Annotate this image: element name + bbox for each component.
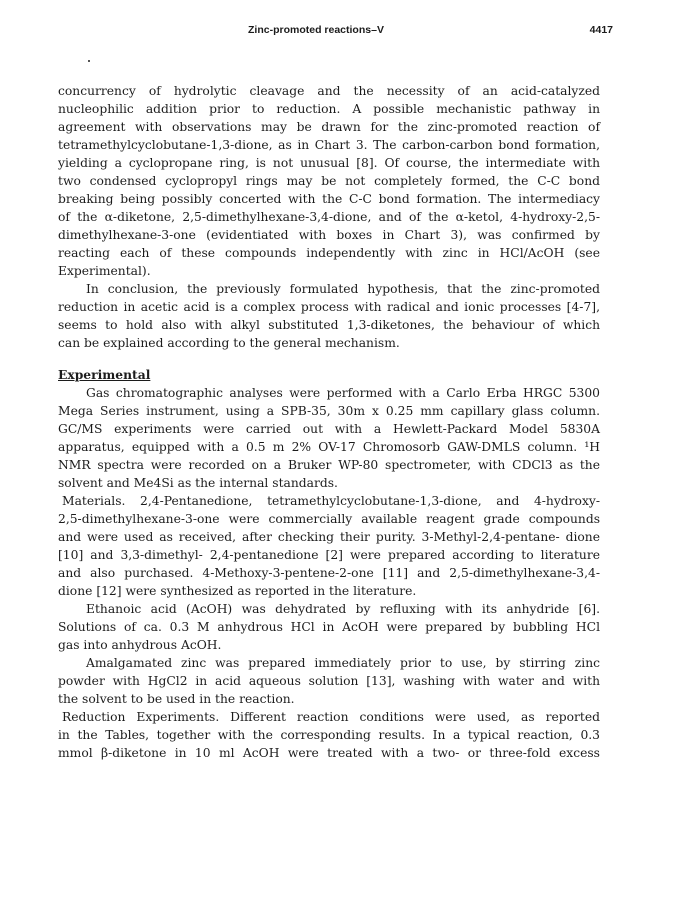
text-line: Solutions of ca. 0.3 M anhydrous HCl in AcOH were prepared by bubbling HCl: [58, 620, 600, 634]
text-line: and were used as received, after checking their purity. 3-Methyl-2,4-pentane- dione: [58, 530, 600, 544]
text-line: breaking being possibly concerted with the C-C bond formation. The intermediacy: [58, 192, 600, 206]
text-line: in the Tables, together with the corresponding results. In a typical reaction, 0.3: [58, 728, 600, 742]
section-gap: [58, 352, 600, 366]
text-line: tetramethylcyclobutane-1,3-dione, as in Chart 3. The carbon-carbon bond formation,: [58, 138, 600, 152]
running-head: [0, 24, 679, 40]
page-number: 4417: [589, 24, 613, 36]
text-line: reacting each of these compounds independently with zinc in HCl/AcOH (see: [58, 246, 600, 260]
text-line: of the α-diketone, 2,5-dimethylhexane-3,4-dione, and of the α-ketol, 4-hydroxy-2,5-: [58, 210, 600, 224]
text-line: can be explained according to the general mechanism.: [58, 336, 400, 350]
text-line: concurrency of hydrolytic cleavage and the necessity of an acid-catalyzed: [58, 84, 600, 98]
text-line: In conclusion, the previously formulated hypothesis, that the zinc-promoted: [86, 282, 600, 296]
text-line: yielding a cyclopropane ring, is not unusual [8]. Of course, the intermediate with: [58, 156, 600, 170]
text-line: reduction in acetic acid is a complex process with radical and ionic processes [4-7],: [58, 300, 600, 314]
text-line: and also purchased. 4-Methoxy-3-pentene-2-one [11] and 2,5-dimethylhexane-3,4-: [58, 566, 600, 580]
text-line: NMR spectra were recorded on a Bruker WP-80 spectrometer, with CDCl3 as the: [58, 458, 600, 472]
text-line: Gas chromatographic analyses were performed with a Carlo Erba HRGC 5300: [86, 386, 600, 400]
text-line: solvent and Me4Si as the internal standards.: [58, 476, 338, 490]
text-line: agreement with observations may be drawn for the zinc-promoted reaction of: [58, 120, 600, 134]
text-line: [10] and 3,3-dimethyl- 2,4-pentanedione [2] were prepared according to literature: [58, 548, 600, 562]
text-line: Ethanoic acid (AcOH) was dehydrated by refluxing with its anhydride [6].: [86, 602, 600, 616]
text-line: nucleophilic addition prior to reduction. A possible mechanistic pathway in: [58, 102, 600, 116]
text-line: 2,5-dimethylhexane-3-one were commercially available reagent grade compounds: [58, 512, 600, 526]
text-line: dione [12] were synthesized as reported in the literature.: [58, 584, 417, 598]
text-line: two condensed cyclopropyl rings may be not completely formed, the C-C bond: [58, 174, 600, 188]
stray-mark: [88, 60, 90, 62]
text-line: mmol β-diketone in 10 ml AcOH were treated with a two- or three-fold excess: [58, 746, 600, 760]
text-line: Materials. 2,4-Pentanedione, tetramethylcyclobutane-1,3-dione, and 4-hydroxy-: [62, 494, 600, 508]
text-line: seems to hold also with alkyl substituted 1,3-diketones, the behaviour of which: [58, 318, 600, 332]
text-line: Mega Series instrument, using a SPB-35, 30m x 0.25 mm capillary glass column.: [58, 404, 600, 418]
text-line: powder with HgCl2 in acid aqueous solution [13], washing with water and with: [58, 674, 600, 688]
text-line: Reduction Experiments. Different reaction conditions were used, as reported: [62, 710, 600, 724]
text-line: gas into anhydrous AcOH.: [58, 638, 222, 652]
text-line: GC/MS experiments were carried out with a Hewlett-Packard Model 5830A: [58, 422, 600, 436]
text-line: dimethylhexane-3-one (evidentiated with boxes in Chart 3), was confirmed by: [58, 228, 600, 242]
text-line: apparatus, equipped with a 0.5 m 2% OV-17 Chromosorb GAW-DMLS column. ¹H: [58, 440, 600, 454]
text-line: Experimental).: [58, 264, 151, 278]
text-line: the solvent to be used in the reaction.: [58, 692, 295, 706]
text-line: Amalgamated zinc was prepared immediately prior to use, by stirring zinc: [86, 656, 600, 670]
body-text: [58, 82, 600, 762]
running-title: Zinc-promoted reactions–V: [248, 24, 384, 36]
section-heading: Experimental: [58, 367, 151, 382]
